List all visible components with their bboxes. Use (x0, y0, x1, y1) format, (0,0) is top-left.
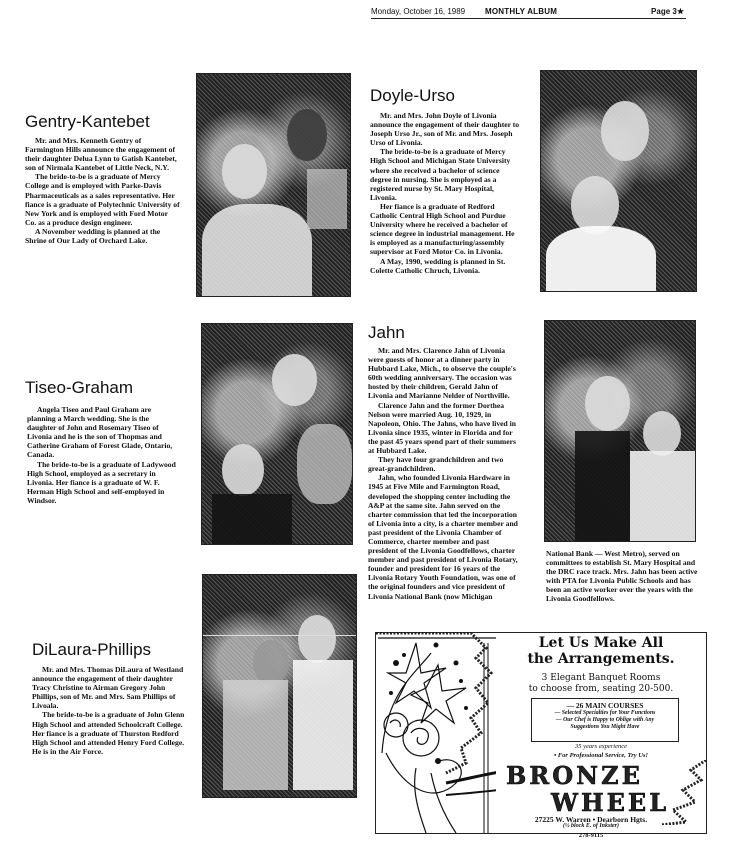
jahn-couple-photo (544, 320, 696, 542)
article-paragraph: The bride-to-be is a graduate of Mercy College and is employed with Parke-Davis Pharmaceuticals as a sales representative. Her fiance is a graduate of Polytechnic University of New York and is employed with Ford Motor Co. as a produce design engineer. (25, 172, 180, 227)
ad-phone: 278-9115 (578, 832, 604, 839)
article-paragraph: A November wedding is planned at the Shrine of Our Lady of Orchard Lake. (25, 226, 161, 246)
ad-experience: 35 years experience (575, 743, 627, 750)
gentry-kantebet-couple-photo (196, 73, 351, 297)
ad-directions: (½ block E. of Inkster) (563, 823, 619, 829)
ad-menu-box (531, 698, 679, 742)
dilaura-phillips-couple-photo (202, 574, 357, 798)
lace-ribbon-icon (661, 760, 706, 825)
ad-menu-line: — Our Chef is Happy to Oblige with Any (555, 717, 655, 723)
article-paragraph: The bride-to-be is a graduate of Ladywood High School, employed as a secretary in Livonia. Her fiance is a graduate of W. F. Herman High School and self-employed in Windsor. (27, 459, 176, 505)
headline-gentry-kantebet: Gentry-Kantebet (25, 112, 150, 131)
ad-menu-title: — 26 MAIN COURSES (566, 701, 644, 710)
ad-rooms-line-1: 3 Elegant Banquet Rooms (541, 673, 661, 683)
article-paragraph: Mr. and Mrs. Kenneth Gentry of Farmington Hills announce the engagement of their daughter Delua Lynn to Gatish Kantebet, son of Nirmala Kantebet of Little Neck, N.Y. (25, 136, 177, 173)
article-paragraph: Jahn, who founded Livonia Hardware in 1945 at Five Mile and Farmington Road, developed the shopping center including the A&P at the same site. Jahn served on the charter commission that led the incorporation of Livonia into a city, is a charter member and past president of the Livonia Chamber of Commerce, charter member and past president of the Livonia Goodfellows, charter member and past president of Livonia Rotary, founder and president for 16 years of the Livonia Rotary Youth Foundation, was one of the original founders and vice president of Livonia National Bank (now Michigan (368, 473, 518, 601)
article-paragraph: They have four grandchildren and two great-grandchildren. (368, 455, 504, 474)
ad-menu-line: Suggestions You Might Have (570, 724, 640, 730)
article-paragraph: Mr. and Mrs. Thomas DiLaura of Westland announce the engagement of their daughter Tracy Christine to Airman Gregory John Phillips, son of Mr. and Mrs. Sam Phillips of Livoala. (32, 665, 184, 711)
ad-service-tagline: • For Professional Service, Try Us! (553, 752, 649, 759)
article-paragraph: Her fiance is a graduate of Redford Catholic Central High School and Purdue University where he received a bachelor of science degree in industrial management. He is employed as a manufacturing/assembly supervisor at Ford Motor Co. in Livonia. (370, 201, 515, 257)
article-paragraph: Clarence Jahn and the former Dorthea Nelson were married Aug. 10, 1929, in Napoleon, Ohio. The Jahns, who have lived in Livonia since 1935, winter in Florida and for the past 45 years spend part of their summers at Hubbard Lake. (368, 400, 516, 456)
headline-dilaura-phillips: DiLaura-Phillips (32, 640, 152, 659)
tiseo-graham-couple-photo (201, 323, 353, 545)
article-doyle-urso (370, 111, 520, 275)
flower-bouquet-icon (376, 633, 496, 833)
ad-brand-wheel: WHEEL (551, 788, 670, 817)
ad-headline-2: the Arrangements. (527, 651, 675, 667)
bronze-wheel-advertisement (375, 632, 707, 839)
article-paragraph: The bride-to-be is a graduate of John Glenn High School and attended Schoolcraft College. Her fiance is a graduate of Thurston Redford High School and attended Henry Ford College. He is in the Air Force. (32, 710, 185, 756)
page-header (371, 6, 686, 19)
article-paragraph: Angela Tiseo and Paul Graham are planning a March wedding. She is the daughter of John and Rosemary Tiseo of Livonia and he is the son of Thopmas and Catherine Graham of Forest Glade, Ontario, Canada. (27, 405, 173, 460)
article-paragraph: Mr. and Mrs. John Doyle of Livonia announce the engagement of their daughter to Joseph Urso Jr., son of Mr. and Mrs. Joseph Urso of Livonia. (370, 111, 520, 148)
article-jahn (368, 346, 520, 601)
article-paragraph: The bride-to-be is a graduate of Mercy High School and Michigan State University where she received a bachelor of science degree in nursing. She is employed as a registered nurse by St. Mary Hospital, Livonia. (370, 147, 511, 202)
article-paragraph: A May, 1990, wedding is planned in St. Colette Catholic Chruch, Livonia. (370, 256, 506, 275)
ad-menu-line: — Selected Specialties for Your Functions (554, 710, 656, 716)
issue-date: Monday, October 16, 1989 (371, 7, 466, 16)
doyle-urso-couple-photo (540, 70, 697, 292)
ad-address: 27225 W. Warren • Dearborn Hgts. (534, 815, 648, 824)
article-gentry-kantebet (25, 136, 180, 245)
article-paragraph: Mr. and Mrs. Clarence Jahn of Livonia were guests of honor at a dinner party in Hubbard Lake, Mich., to observe the couple's 60th wedding anniversary. The occasion was hosted by their children, Gerald Jahn of Livonia and Marianne Nelder of Northville. (368, 346, 516, 401)
headline-jahn: Jahn (368, 323, 405, 342)
article-dilaura-phillips (32, 665, 190, 756)
section-title: MONTHLY ALBUM (485, 7, 558, 16)
ad-brand-bronze: BRONZE (506, 761, 643, 790)
headline-tiseo-graham: Tiseo-Graham (25, 378, 134, 397)
article-jahn-continuation (546, 549, 698, 604)
ad-rooms-line-2: to choose from, seating 20-500. (528, 684, 674, 694)
ad-headline-1: Let Us Make All (538, 635, 664, 651)
article-paragraph: National Bank — West Metro), served on committees to establish St. Mary Hospital and the DRC race track. Mrs. Jahn has been active with PTA for Livonia Public Schools and has been an active worker over the years with the Livonia Goodfellows. (546, 549, 698, 604)
page-number: Page 3★ (651, 7, 684, 16)
headline-doyle-urso: Doyle-Urso (370, 86, 456, 105)
article-tiseo-graham (27, 405, 177, 505)
